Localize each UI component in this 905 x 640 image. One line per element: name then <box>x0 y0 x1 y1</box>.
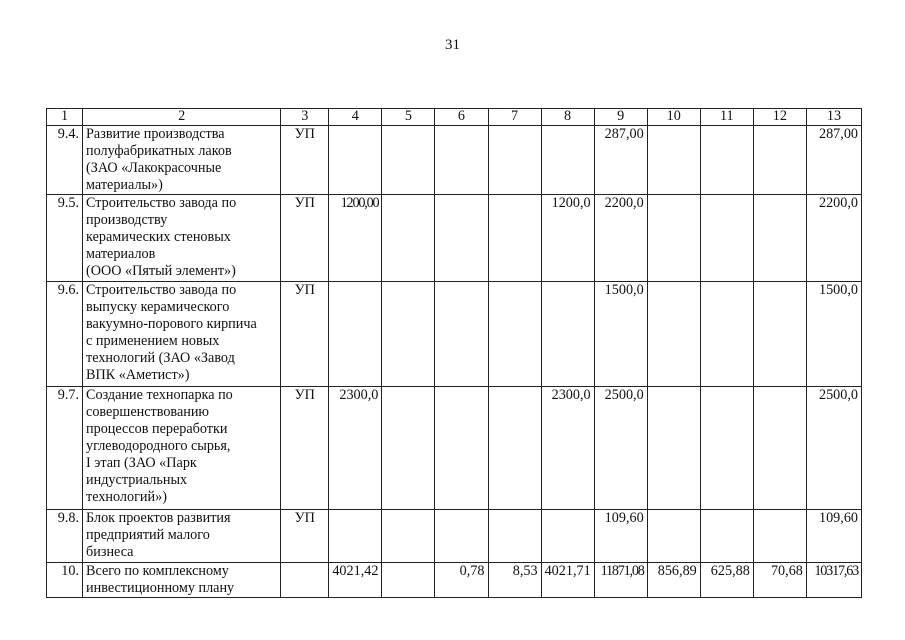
page-number: 31 <box>445 37 460 53</box>
value-cell-col13: 2200,0 <box>806 195 861 282</box>
project-name-line: Блок проектов развития <box>86 510 231 526</box>
project-name <box>83 282 281 387</box>
table-row <box>47 126 862 195</box>
project-name <box>83 387 281 510</box>
value-cell-col10 <box>647 126 700 195</box>
project-name-line: вакуумно-порового кирпича <box>86 316 257 332</box>
value-cell-col13: 2500,0 <box>806 387 861 510</box>
project-name-line: Создание технопарка по <box>86 387 233 403</box>
column-number-9: 9 <box>594 109 647 126</box>
value-cell-col8: 1200,0 <box>541 195 594 282</box>
unit-cell <box>281 563 329 598</box>
project-name-line: (ЗАО «Лакокрасочные <box>86 160 222 176</box>
project-name-line: Строительство завода по <box>86 195 237 211</box>
project-name <box>83 126 281 195</box>
unit-cell: УП <box>281 195 329 282</box>
value-cell-col5 <box>382 387 435 510</box>
value-cell-col5 <box>382 126 435 195</box>
unit-cell: УП <box>281 126 329 195</box>
value-cell-col13: 287,00 <box>806 126 861 195</box>
value-cell-col7 <box>488 510 541 563</box>
value-cell-col4: 1200,00 <box>329 195 382 282</box>
value-cell-col9: 287,00 <box>594 126 647 195</box>
project-name-line: материалы») <box>86 177 163 193</box>
column-number-row <box>47 109 862 126</box>
value-cell-col13: 109,60 <box>806 510 861 563</box>
column-number-7: 7 <box>488 109 541 126</box>
column-number-5: 5 <box>382 109 435 126</box>
value-cell-col13: 1500,0 <box>806 282 861 387</box>
project-name <box>83 510 281 563</box>
project-name-line: индустриальных <box>86 472 188 488</box>
value-cell-col12 <box>753 510 806 563</box>
value-cell-col7 <box>488 387 541 510</box>
unit-cell: УП <box>281 510 329 563</box>
value-cell-col11 <box>700 282 753 387</box>
value-cell-col12 <box>753 282 806 387</box>
value-cell-col12 <box>753 387 806 510</box>
column-number-13: 13 <box>806 109 861 126</box>
column-number-12: 12 <box>753 109 806 126</box>
value-cell-col12 <box>753 195 806 282</box>
value-cell-col5 <box>382 563 435 598</box>
value-cell-col13: 10317,63 <box>806 563 861 598</box>
project-name-line: технологий (ЗАО «Завод <box>86 350 235 366</box>
value-cell-col10: 856,89 <box>647 563 700 598</box>
table-row <box>47 282 862 387</box>
project-name-line: производству <box>86 212 168 228</box>
table-row <box>47 510 862 563</box>
value-cell-col6 <box>435 510 488 563</box>
value-cell-col4: 2300,0 <box>329 387 382 510</box>
value-cell-col11: 625,88 <box>700 563 753 598</box>
column-number-4: 4 <box>329 109 382 126</box>
project-name-line: Развитие производства <box>86 126 225 142</box>
row-number: 9.4. <box>47 126 83 195</box>
row-number: 10. <box>47 563 83 598</box>
project-name-line: полуфабрикатных лаков <box>86 143 232 159</box>
project-name-line: ВПК «Аметист») <box>86 367 190 383</box>
value-cell-col11 <box>700 195 753 282</box>
column-number-3: 3 <box>281 109 329 126</box>
row-number: 9.6. <box>47 282 83 387</box>
value-cell-col10 <box>647 195 700 282</box>
column-number-10: 10 <box>647 109 700 126</box>
project-name <box>83 195 281 282</box>
project-name-line: совершенствованию <box>86 404 210 420</box>
value-cell-col7 <box>488 126 541 195</box>
value-cell-col12 <box>753 126 806 195</box>
project-name-line: предприятий малого <box>86 527 210 543</box>
value-cell-col4 <box>329 282 382 387</box>
value-cell-col9: 11871,08 <box>594 563 647 598</box>
value-cell-col9: 2500,0 <box>594 387 647 510</box>
value-cell-col10 <box>647 387 700 510</box>
value-cell-col6 <box>435 195 488 282</box>
value-cell-col10 <box>647 510 700 563</box>
value-cell-col11 <box>700 510 753 563</box>
value-cell-col4 <box>329 510 382 563</box>
value-cell-col10 <box>647 282 700 387</box>
project-name-line: материалов <box>86 246 156 262</box>
table-row <box>47 195 862 282</box>
project-name-line: инвестиционному плану <box>86 580 235 596</box>
value-cell-col5 <box>382 282 435 387</box>
project-name-line: Всего по комплексному <box>86 563 229 579</box>
value-cell-col7: 8,53 <box>488 563 541 598</box>
project-name-line: процессов переработки <box>86 421 228 437</box>
value-cell-col8 <box>541 282 594 387</box>
row-number: 9.8. <box>47 510 83 563</box>
project-name-line: Строительство завода по <box>86 282 237 298</box>
value-cell-col5 <box>382 510 435 563</box>
project-name-line: с применением новых <box>86 333 220 349</box>
value-cell-col7 <box>488 282 541 387</box>
row-number: 9.7. <box>47 387 83 510</box>
unit-cell: УП <box>281 387 329 510</box>
investment-plan-table <box>46 108 862 598</box>
project-name-line: керамических стеновых <box>86 229 231 245</box>
value-cell-col8 <box>541 510 594 563</box>
value-cell-col9: 2200,0 <box>594 195 647 282</box>
column-number-8: 8 <box>541 109 594 126</box>
value-cell-col6 <box>435 387 488 510</box>
value-cell-col12: 70,68 <box>753 563 806 598</box>
column-number-2: 2 <box>83 109 281 126</box>
value-cell-col4: 4021,42 <box>329 563 382 598</box>
project-name-line: (ООО «Пятый элемент») <box>86 263 236 279</box>
value-cell-col9: 109,60 <box>594 510 647 563</box>
column-number-1: 1 <box>47 109 83 126</box>
value-cell-col7 <box>488 195 541 282</box>
value-cell-col6: 0,78 <box>435 563 488 598</box>
project-name-line: технологий») <box>86 489 167 505</box>
value-cell-col8: 2300,0 <box>541 387 594 510</box>
value-cell-col4 <box>329 126 382 195</box>
value-cell-col6 <box>435 282 488 387</box>
value-cell-col8: 4021,71 <box>541 563 594 598</box>
total-row <box>47 563 862 598</box>
table-row <box>47 387 862 510</box>
project-name <box>83 563 281 598</box>
row-number: 9.5. <box>47 195 83 282</box>
unit-cell: УП <box>281 282 329 387</box>
column-number-6: 6 <box>435 109 488 126</box>
value-cell-col9: 1500,0 <box>594 282 647 387</box>
value-cell-col8 <box>541 126 594 195</box>
project-name-line: углеводородного сырья, <box>86 438 231 454</box>
value-cell-col5 <box>382 195 435 282</box>
value-cell-col11 <box>700 387 753 510</box>
project-name-line: I этап (ЗАО «Парк <box>86 455 197 471</box>
value-cell-col6 <box>435 126 488 195</box>
project-name-line: бизнеса <box>86 544 134 560</box>
column-number-11: 11 <box>700 109 753 126</box>
value-cell-col11 <box>700 126 753 195</box>
project-name-line: выпуску керамического <box>86 299 230 315</box>
